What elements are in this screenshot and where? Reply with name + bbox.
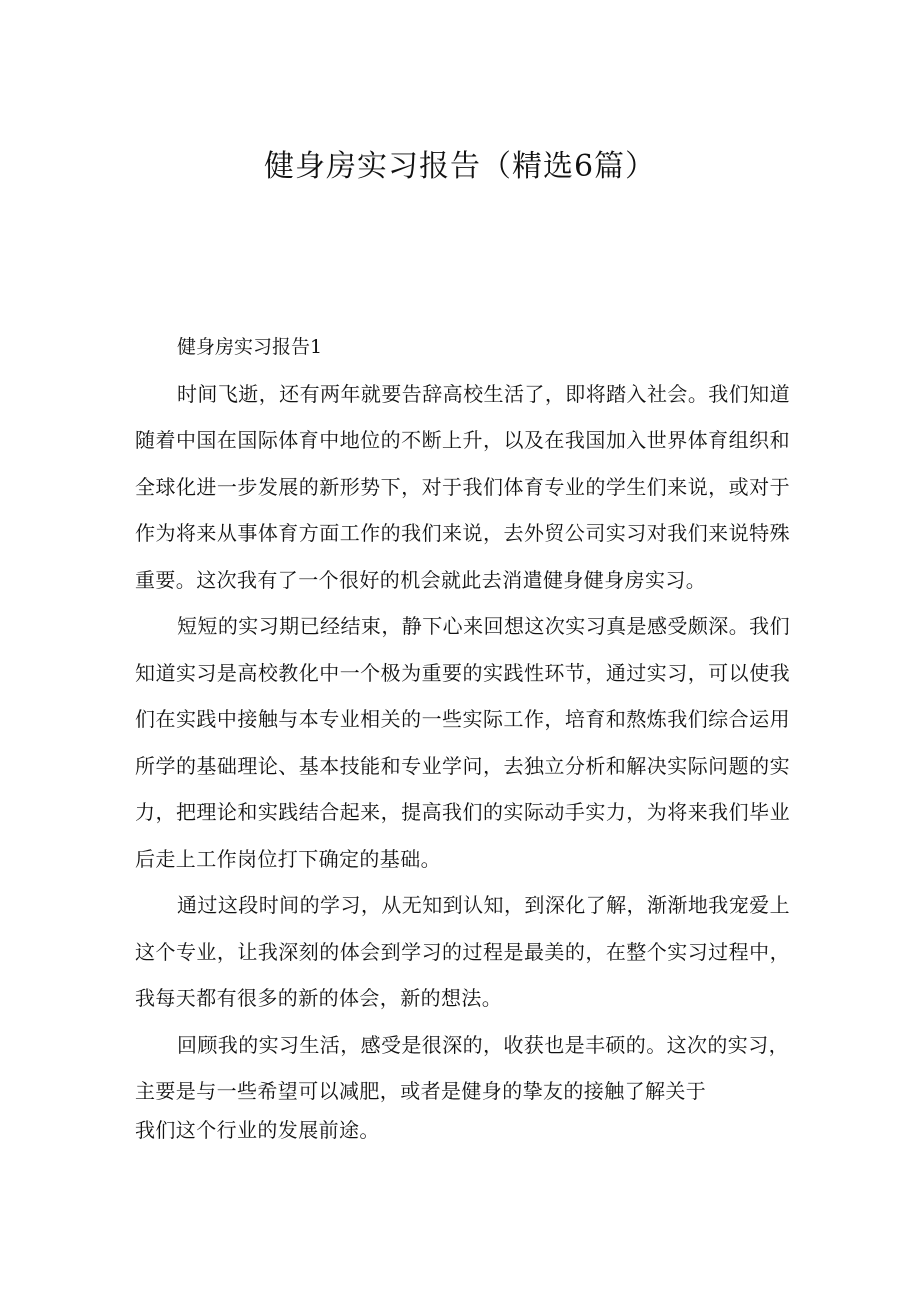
document-title: 健身房实习报告（精选6篇） — [263, 149, 657, 184]
paragraph-4-line-2: 主要是与一些希望可以减肥，或者是健身的挚友的接触了解关于 — [135, 1079, 707, 1103]
paragraph-1: 时间飞逝，还有两年就要告辞高校生活了，即将踏入社会。我们知道随着中国在国际体育中地位的不断上升，以及在我国加入世界体育组织和全球化进一步发展的新形势下，对于我们体育专业的学生们来说，或对于作为将来从事体育方面工作的我们来说，去外贸公司实习对我们来说特殊重要。这次我有了一个很好的机会就此去消遣健身健身房实习。 — [135, 381, 790, 592]
paragraph-4-line-1: 回顾我的实习生活，感受是很深的，收获也是丰硕的。这次的实习， — [177, 1032, 789, 1057]
paragraph-4 — [135, 1022, 790, 1154]
document-body — [135, 324, 790, 1153]
paragraph-4-line-3: 我们这个行业的发展前途。 — [135, 1117, 380, 1142]
paragraph-3: 通过这段时间的学习，从无知到认知，到深化了解，渐渐地我宠爱上这个专业，让我深刻的体会到学习的过程是最美的，在整个实习过程中，我每天都有很多的新的体会，新的想法。 — [135, 893, 790, 1010]
paragraph-2: 短短的实习期已经结束，静下心来回想这次实习真是感受颇深。我们知道实习是高校教化中一个极为重要的实践性环节，通过实习，可以使我们在实践中接触与本专业相关的一些实际工作，培育和熬炼我们综合运用所学的基础理论、基本技能和专业学问，去独立分析和解决实际问题的实力，把理论和实践结合起来，提高我们的实际动手实力，为将来我们毕业后走上工作岗位打下确定的基础。 — [135, 614, 790, 871]
section-title: 健身房实习报告1 — [177, 336, 323, 358]
